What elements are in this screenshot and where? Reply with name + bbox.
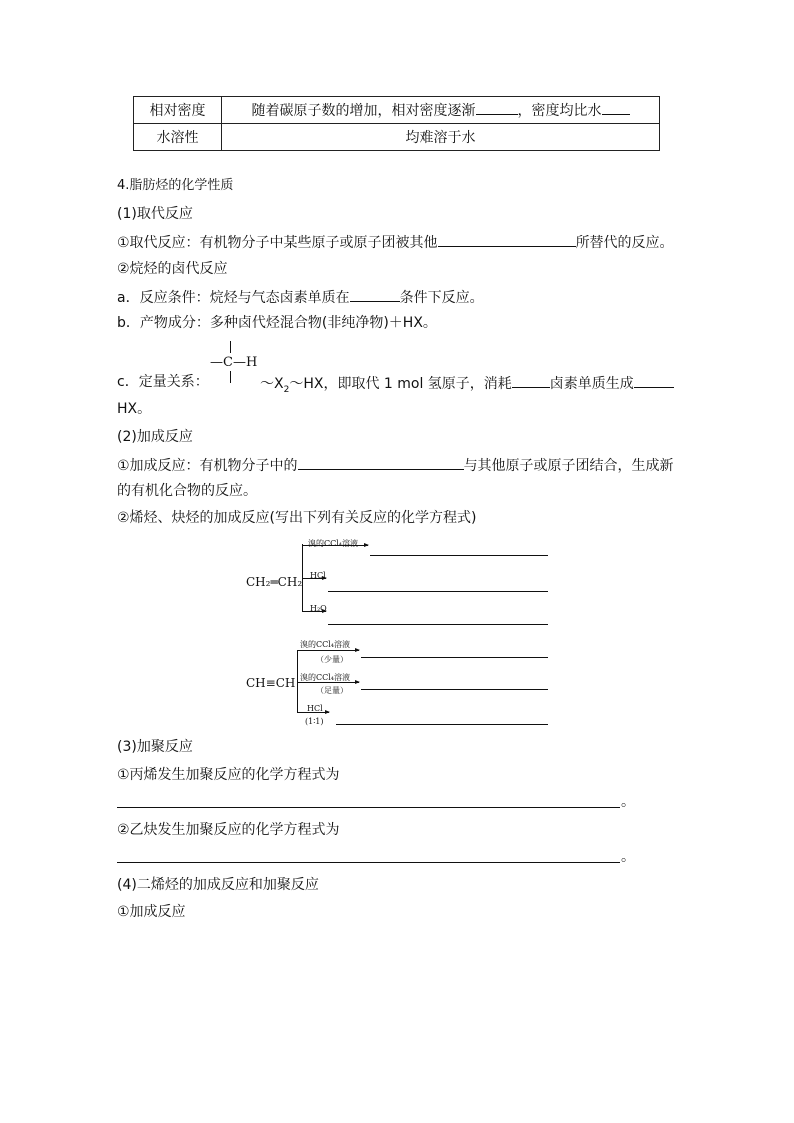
answer-blank[interactable]	[350, 287, 400, 302]
paragraph: ①加成反应	[117, 904, 186, 920]
section-title: 4.脂肪烃的化学性质	[117, 178, 234, 193]
paragraph	[260, 373, 674, 399]
reagent-note: （足量）	[316, 686, 348, 695]
paragraph	[117, 287, 484, 307]
answer-blank[interactable]	[512, 373, 550, 388]
paragraph	[117, 455, 674, 475]
paragraph	[117, 232, 674, 252]
reagent-label: 溴的CCl₄溶液	[300, 673, 351, 682]
structural-formula: —C—H	[210, 355, 258, 370]
arrow	[302, 545, 368, 546]
table-cell-value	[222, 97, 660, 124]
paragraph: ②乙炔发生加聚反应的化学方程式为	[117, 822, 340, 838]
ethene-formula: CH₂═CH₂	[246, 575, 303, 589]
answer-blank[interactable]	[438, 232, 576, 247]
answer-line[interactable]	[328, 591, 548, 592]
table-cell-label: 相对密度	[134, 97, 222, 124]
answer-blank[interactable]	[634, 373, 674, 388]
text: 卤素单质生成	[549, 376, 634, 392]
subsection-title: (2)加成反应	[117, 429, 193, 445]
answer-blank[interactable]	[602, 100, 630, 115]
table-cell-label: 水溶性	[134, 124, 222, 151]
text: 条件下反应。	[399, 290, 484, 306]
properties-table	[133, 96, 660, 151]
paragraph: b．产物成分：多种卤代烃混合物(非纯净物)＋HX。	[117, 315, 437, 331]
paragraph: ②烷烃的卤代反应	[117, 261, 228, 277]
ethyne-formula: CH≡CH	[246, 676, 296, 690]
table-cell-value: 均难溶于水	[222, 124, 660, 151]
answer-line[interactable]	[117, 807, 620, 808]
text: ～X	[260, 376, 284, 392]
answer-line[interactable]	[328, 624, 548, 625]
text: 与其他原子或原子团结合，生成新	[463, 458, 674, 474]
table-row	[134, 97, 660, 124]
density-text-a: 随着碳原子数的增加，相对密度逐渐	[251, 103, 476, 119]
answer-line[interactable]	[117, 862, 620, 863]
paragraph: HX。	[117, 401, 152, 417]
bond-line	[230, 341, 231, 353]
table-row	[134, 124, 660, 151]
answer-blank[interactable]	[476, 100, 518, 115]
period: 。	[621, 849, 635, 865]
answer-line[interactable]	[370, 555, 548, 556]
quant-label: c．定量关系：	[117, 374, 209, 390]
period: 。	[621, 794, 635, 810]
answer-blank[interactable]	[298, 455, 464, 470]
reagent-note: (1∶1)	[305, 717, 324, 726]
subsection-title: (3)加聚反应	[117, 739, 193, 755]
paragraph: ②烯烃、炔烃的加成反应(写出下列有关反应的化学方程式)	[117, 510, 477, 526]
text: ①取代反应：有机物分子中某些原子或原子团被其他	[117, 235, 438, 251]
reagent-label: 溴的CCl₄溶液	[308, 539, 359, 548]
subsection-title: (1)取代反应	[117, 206, 193, 222]
text: ～HX，即取代 1 mol 氢原子，消耗	[289, 376, 512, 392]
reagent-label: HCl	[307, 704, 323, 713]
answer-line[interactable]	[361, 657, 548, 658]
reagent-label: 溴的CCl₄溶液	[300, 640, 351, 649]
subsection-title: (4)二烯烃的加成反应和加聚反应	[117, 877, 319, 893]
density-text-b: ，密度均比水	[517, 103, 602, 119]
answer-line[interactable]	[361, 689, 548, 690]
answer-line[interactable]	[336, 724, 548, 725]
branch-line	[297, 650, 298, 712]
subscript: 2	[283, 384, 290, 395]
reagent-note: （少量）	[316, 655, 348, 664]
text: a．反应条件：烷烃与气态卤素单质在	[117, 290, 350, 306]
paragraph: ①丙烯发生加聚反应的化学方程式为	[117, 767, 340, 783]
reagent-label: H₂O	[310, 604, 327, 613]
arrow	[302, 611, 326, 612]
arrow	[302, 578, 326, 579]
text: ①加成反应：有机物分子中的	[117, 458, 298, 474]
text: 所替代的反应。	[575, 235, 674, 251]
paragraph: 的有机化合物的反应。	[117, 483, 257, 499]
bond-line	[230, 371, 231, 383]
reagent-label: HCl	[310, 571, 326, 580]
